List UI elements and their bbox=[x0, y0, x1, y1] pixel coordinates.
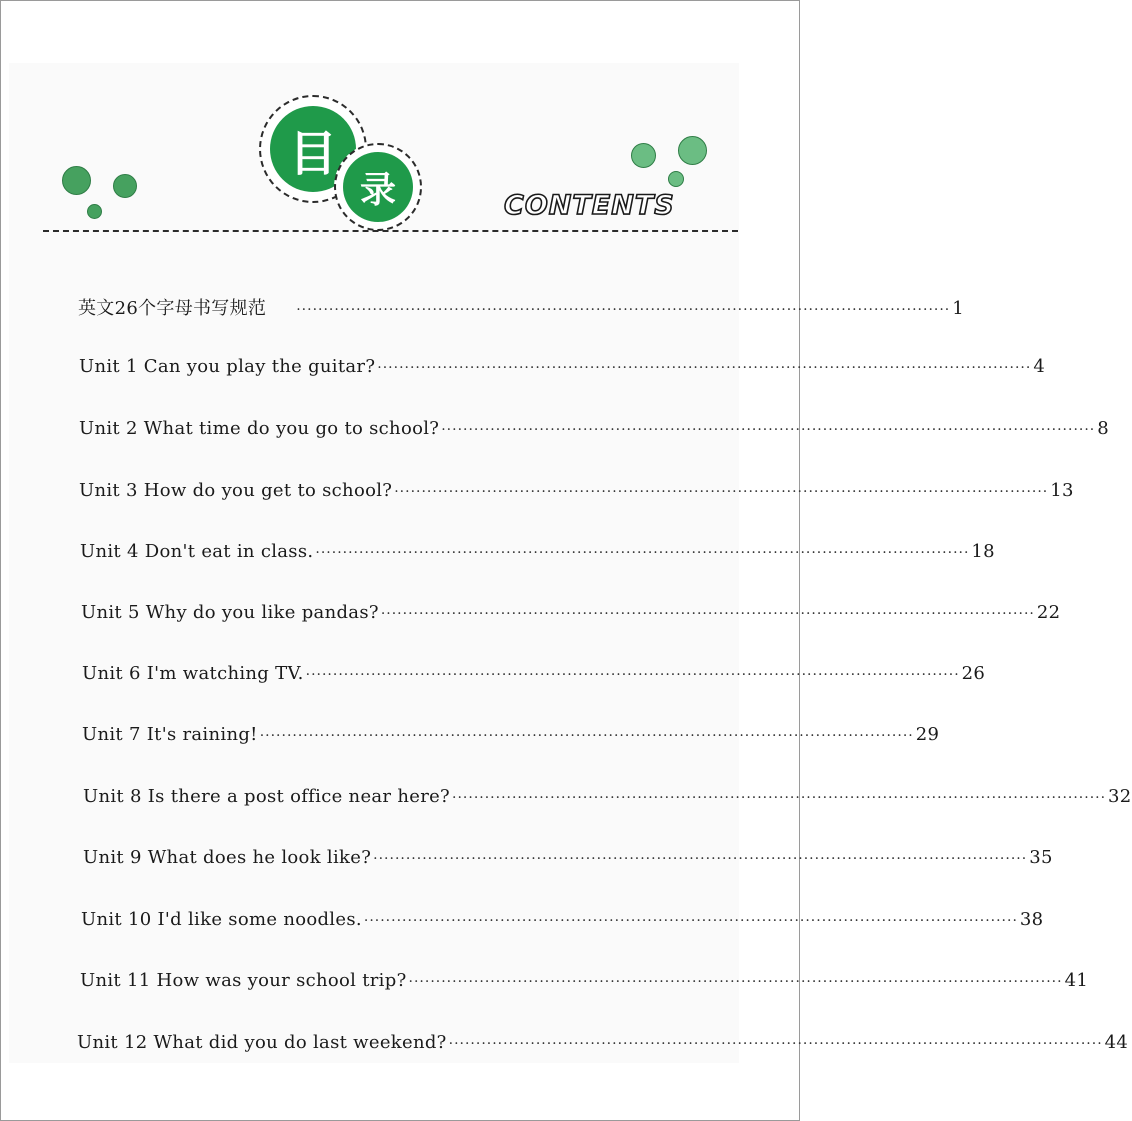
toc-leader-dots: ························································································································ bbox=[448, 1036, 1103, 1052]
toc-leader-dots: ························································································································ bbox=[296, 302, 951, 318]
toc-row-alphabet[interactable] bbox=[78, 294, 965, 320]
toc-row-title: Unit 9 What does he look like? bbox=[83, 847, 372, 868]
toc-row-page: 44 bbox=[1104, 1032, 1129, 1053]
toc-row-page: 38 bbox=[1019, 909, 1044, 930]
header-dashed-divider bbox=[43, 230, 738, 232]
toc-leader-dots: ························································································································ bbox=[394, 484, 1049, 500]
left-dot-large bbox=[62, 166, 91, 195]
title-char-mu: 目 bbox=[288, 125, 337, 182]
toc-leader-dots: ························································································································ bbox=[408, 974, 1063, 990]
toc-row-unit-10[interactable] bbox=[81, 909, 1044, 930]
toc-row-unit-5[interactable] bbox=[81, 602, 1061, 623]
toc-leader-dots: ························································································································ bbox=[377, 360, 1032, 376]
toc-row-title: Unit 1 Can you play the guitar? bbox=[79, 356, 376, 377]
toc-row-page: 41 bbox=[1064, 970, 1089, 991]
toc-row-title: Unit 10 I'd like some noodles. bbox=[81, 909, 362, 930]
toc-row-unit-3[interactable] bbox=[79, 480, 1074, 501]
toc-row-title: Unit 6 I'm watching TV. bbox=[82, 663, 304, 684]
toc-leader-dots: ························································································································ bbox=[305, 667, 960, 683]
toc-row-unit-6[interactable] bbox=[82, 663, 986, 684]
toc-row-title: Unit 12 What did you do last weekend? bbox=[77, 1032, 447, 1053]
right-dot-medium bbox=[631, 143, 656, 168]
toc-row-title: Unit 11 How was your school trip? bbox=[80, 970, 407, 991]
toc-leader-dots: ························································································································ bbox=[380, 606, 1035, 622]
title-badge-lu-inner bbox=[343, 152, 413, 222]
toc-row-title: Unit 4 Don't eat in class. bbox=[80, 541, 314, 562]
toc-row-title: Unit 5 Why do you like pandas? bbox=[81, 602, 379, 623]
toc-row-page: 29 bbox=[915, 724, 940, 745]
toc-row-page: 18 bbox=[971, 541, 995, 562]
right-dot-small bbox=[668, 171, 684, 187]
contents-heading: CONTENTS bbox=[504, 190, 675, 221]
toc-row-unit-11[interactable] bbox=[80, 970, 1089, 991]
left-dot-small bbox=[87, 204, 102, 219]
header bbox=[1, 1, 801, 241]
title-badge-lu bbox=[334, 143, 422, 231]
toc-leader-dots: ························································································································ bbox=[363, 913, 1018, 929]
toc-row-unit-7[interactable] bbox=[82, 724, 940, 745]
toc-row-page: 13 bbox=[1050, 480, 1074, 501]
toc-row-title: Unit 8 Is there a post office near here? bbox=[83, 786, 451, 807]
toc-row-unit-12[interactable] bbox=[77, 1032, 1129, 1053]
toc-row-page: 26 bbox=[961, 663, 986, 684]
toc-leader-dots: ························································································································ bbox=[452, 790, 1107, 806]
toc-row-page: 22 bbox=[1036, 602, 1061, 623]
toc-row-unit-1[interactable] bbox=[79, 356, 1046, 377]
toc-row-unit-4[interactable] bbox=[80, 541, 995, 562]
toc-row-unit-8[interactable] bbox=[83, 786, 1132, 807]
toc-row-page: 8 bbox=[1097, 418, 1110, 439]
left-dot-medium bbox=[113, 174, 137, 198]
right-dot-large bbox=[678, 136, 707, 165]
toc-row-unit-2[interactable] bbox=[79, 418, 1110, 439]
toc-row-page: 4 bbox=[1033, 356, 1046, 377]
title-char-lu: 录 bbox=[359, 169, 396, 211]
toc-row-page: 1 bbox=[952, 298, 965, 319]
toc-row-page: 32 bbox=[1108, 786, 1132, 807]
toc-row-title: Unit 7 It's raining! bbox=[82, 724, 258, 745]
toc-leader-dots: ························································································································ bbox=[373, 851, 1028, 867]
toc-row-unit-9[interactable] bbox=[83, 847, 1053, 868]
toc-row-title: 英文26个字母书写规范 bbox=[78, 298, 267, 319]
toc-row-title: Unit 3 How do you get to school? bbox=[79, 480, 393, 501]
toc-row-title: Unit 2 What time do you go to school? bbox=[79, 418, 440, 439]
toc-row-page: 35 bbox=[1029, 847, 1053, 868]
toc-leader-dots: ························································································································ bbox=[441, 422, 1096, 438]
toc-leader-dots: ························································································································ bbox=[315, 545, 970, 561]
toc-leader-dots: ························································································································ bbox=[259, 728, 914, 744]
